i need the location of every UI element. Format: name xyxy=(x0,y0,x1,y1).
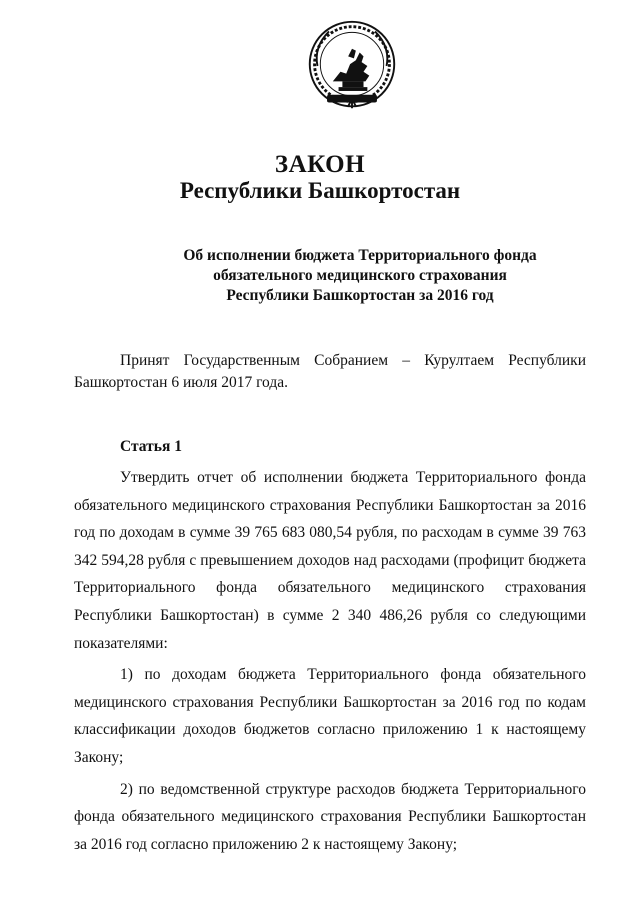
article-body xyxy=(74,464,586,861)
adoption-statement: Принят Государственным Собранием – Курултаем Республики Башкортостан 6 июля 2017 года. xyxy=(74,352,586,391)
article-paragraph: Утвердить отчет об исполнении бюджета Территориального фонда обязательного медицинского страхования Республики Башкортостан за 2016 год по доходам в сумме 39 765 683 080,54 рубля, по расходам в сумме 39 763 342 594,28 рубля с превышением доходов над расходами (профицит бюджета Территориального фонда обязательного медицинского страхования Республики Башкортостан) в сумме 2 340 486,26 рубля со следующими показателями: xyxy=(74,469,586,652)
law-subject-line1: Об исполнении бюджета Территориального фонда xyxy=(183,247,537,264)
law-title-line2: Республики Башкортостан xyxy=(179,178,461,203)
law-subject-line2: обязательного медицинского страхования xyxy=(213,267,507,284)
bashkortostan-coat-of-arms-icon xyxy=(304,18,400,114)
article-heading: Статья 1 xyxy=(120,438,182,455)
article-paragraph: 2) по ведомственной структуре расходов бюджета Территориального фонда обязательного медицинского страхования Республики Башкортостан за 2016 год согласно приложению 2 к настоящему Закону; xyxy=(74,780,586,853)
law-title xyxy=(0,152,640,204)
law-title-line1: ЗАКОН xyxy=(274,151,366,178)
law-subject-line3: Республики Башкортостан за 2016 год xyxy=(226,287,494,304)
article-paragraph: 1) по доходам бюджета Территориального фонда обязательного медицинского страхования Республики Башкортостан за 2016 год по кодам классификации доходов бюджетов согласно приложению 1 к настоящему Закону; xyxy=(74,666,586,766)
law-subject xyxy=(60,246,640,306)
